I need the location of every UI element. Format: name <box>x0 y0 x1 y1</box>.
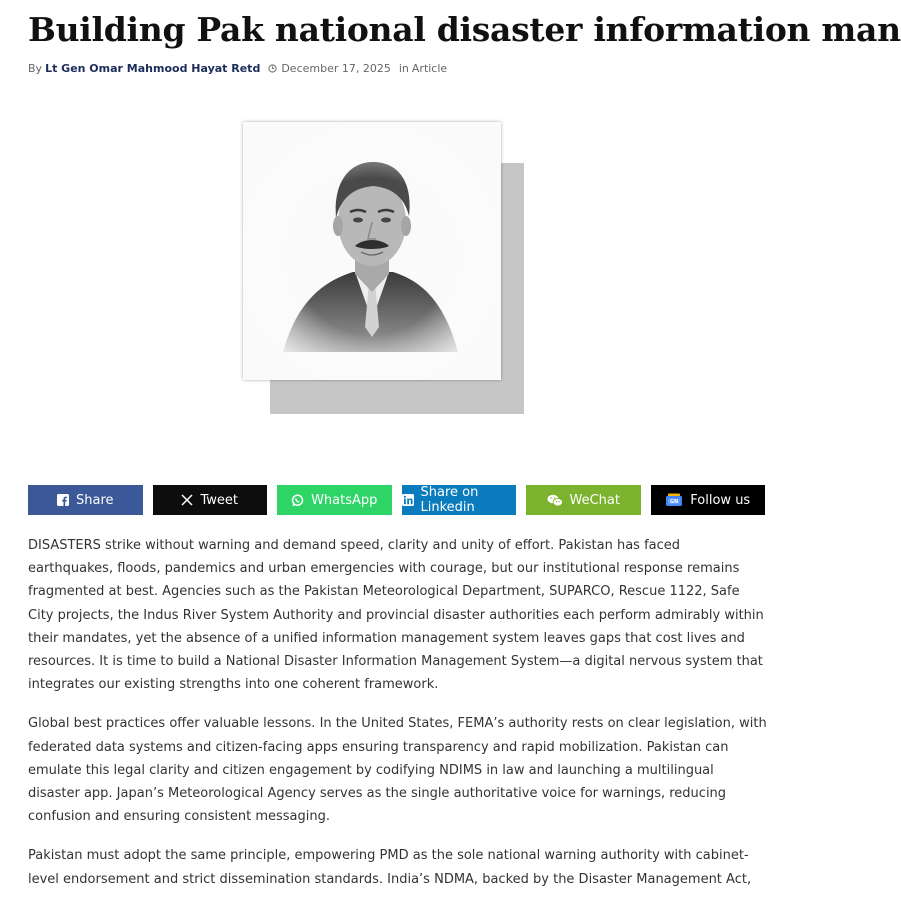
x-icon <box>181 494 193 506</box>
linkedin-share-label: Share on Linkedin <box>420 485 479 515</box>
whatsapp-share-button[interactable] <box>277 485 392 515</box>
author-link[interactable]: Lt Gen Omar Mahmood Hayat Retd <box>45 62 261 75</box>
facebook-share-button[interactable] <box>28 485 143 515</box>
portrait-photo <box>243 122 501 380</box>
article-body <box>28 534 768 907</box>
follow-us-button[interactable] <box>651 485 766 515</box>
wechat-share-button[interactable] <box>526 485 641 515</box>
category-link[interactable]: Article <box>411 62 448 75</box>
clock-icon <box>268 64 277 73</box>
svg-text:GN: GN <box>670 499 679 506</box>
wechat-icon <box>547 494 563 507</box>
linkedin-icon <box>402 494 414 506</box>
article-title: Building Pak national disaster information man <box>28 10 901 49</box>
tweet-label: Tweet <box>200 492 238 508</box>
google-news-icon <box>665 493 683 507</box>
follow-us-label: Follow us <box>690 492 751 508</box>
facebook-icon <box>57 494 69 506</box>
wechat-share-label: WeChat <box>569 492 620 508</box>
category-prefix: in <box>398 62 409 75</box>
article-meta <box>28 62 447 75</box>
paragraph: Pakistan must adopt the same principle, empowering PMD as the sole national warning authority with cabinet-level endorsement and strict dissemination standards. India’s NDMA, backed by the Disaster Management Act, <box>28 848 752 887</box>
paragraph: DISASTERS strike without warning and demand speed, clarity and unity of effort. Pakistan has faced earthquakes, floods, pandemics and urban emergencies with courage, but our institutional response remains fragmented at best. Agencies such as the Pakistan Meteorological Department, SUPARCO, Rescue 1122, Safe City projects, the Indus River System Authority and provincial disaster authorities each perform admirably within their mandates, yet the absence of a unified information management system leaves gaps that cost lives and resources. It is time to build a National Disaster Information Management System—a digital nervous system that integrates our existing strengths into one coherent framework. <box>28 538 764 693</box>
tweet-button[interactable] <box>153 485 268 515</box>
publish-date: December 17, 2025 <box>281 62 391 75</box>
linkedin-share-button[interactable] <box>402 485 517 515</box>
paragraph: Global best practices offer valuable lessons. In the United States, FEMA’s authority rests on clear legislation, with federated data systems and citizen-facing apps ensuring transparency and rapid mobilization. Pakistan can emulate this legal clarity and citizen engagement by codifying NDIMS in law and launching a multilingual disaster app. Japan’s Meteorological Agency serves as the single authoritative voice for warnings, reducing confusion and ensuring consistent messaging. <box>28 716 767 825</box>
whatsapp-share-label: WhatsApp <box>311 492 378 508</box>
share-bar <box>28 485 765 515</box>
facebook-share-label: Share <box>75 492 114 508</box>
whatsapp-icon <box>291 494 304 507</box>
author-portrait <box>243 122 525 414</box>
byline-prefix: By <box>28 62 43 75</box>
